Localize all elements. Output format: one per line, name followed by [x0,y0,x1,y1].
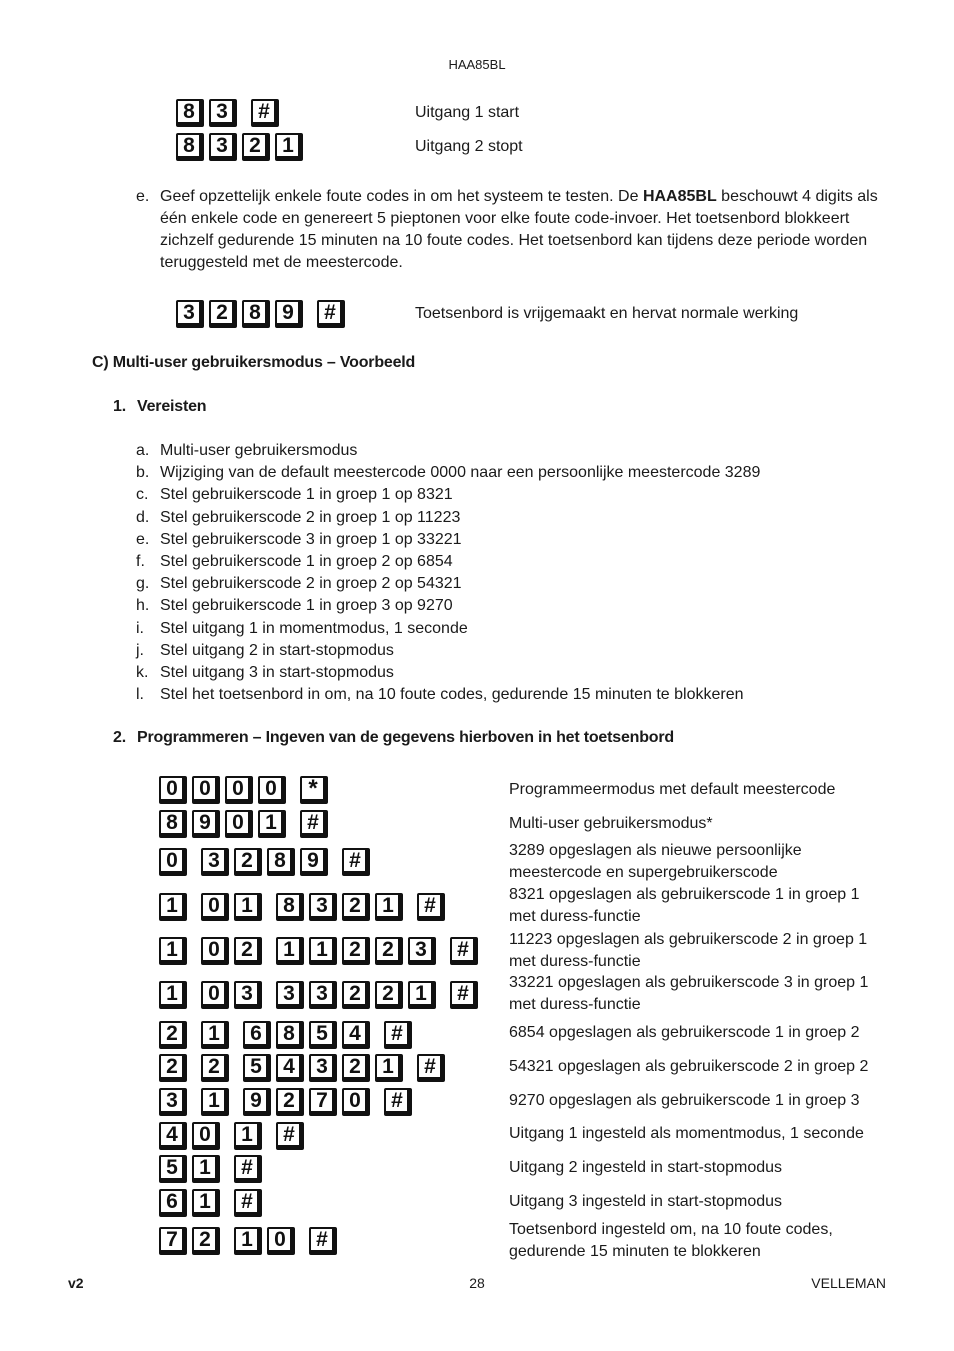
requirement-letter: f. [136,553,145,570]
star-key-icon: * [300,776,328,804]
digit-key-icon: 8 [276,1021,304,1049]
requirement-letter: j. [136,641,144,659]
digit-key-icon: 1 [375,1054,403,1082]
digit-key-icon: 2 [242,133,270,161]
keypad-description: 11223 opgeslagen als gebruikerscode 2 in groep 1 met duress-functie [509,931,868,970]
keypad-description: 6854 opgeslagen als gebruikerscode 1 in groep 2 [509,1024,860,1041]
requirement-item: Wijziging van de default meestercode 0000 naar een persoonlijke meestercode 3289 [160,464,761,482]
keypad-sequence [176,131,308,163]
hash-key-icon: # [317,300,345,328]
digit-key-icon: 3 [209,99,237,127]
keypad-sequence [176,298,350,330]
requirement-letter: e. [136,530,150,548]
requirement-letter: g. [136,575,150,593]
digit-key-icon: 1 [192,1189,220,1217]
requirement-item: Stel gebruikerscode 1 in groep 3 op 9270 [160,597,453,615]
digit-key-icon: 1 [201,1021,229,1049]
requirement-letter: b. [136,464,150,482]
digit-key-icon: 3 [309,1054,337,1082]
digit-key-icon: 4 [159,1122,187,1150]
digit-key-icon: 0 [201,893,229,921]
keypad-description: 54321 opgeslagen als gebruikerscode 2 in groep 2 [509,1058,869,1075]
requirement-letter: l. [136,686,144,704]
digit-key-icon: 7 [159,1227,187,1255]
requirement-item: Stel gebruikerscode 2 in groep 1 op 11223 [160,508,461,526]
digit-key-icon: 3 [276,981,304,1009]
digit-key-icon: 9 [243,1088,271,1116]
hash-key-icon: # [450,981,478,1009]
digit-key-icon: 4 [342,1021,370,1049]
digit-key-icon: 1 [309,937,337,965]
digit-key-icon: 0 [258,776,286,804]
step-e-paragraph [160,186,880,274]
step-e-letter: e. [136,188,150,205]
digit-key-icon: 2 [209,300,237,328]
digit-key-icon: 2 [234,937,262,965]
hash-key-icon: # [384,1021,412,1049]
digit-key-icon: 3 [234,981,262,1009]
digit-key-icon: 9 [275,300,303,328]
hash-key-icon: # [234,1189,262,1217]
section-c-title: C) Multi-user gebruikersmodus – Voorbeeld [92,354,416,371]
requirements-title: Vereisten [137,398,207,415]
keypad-description: Uitgang 2 ingesteld in start-stopmodus [509,1159,783,1176]
digit-key-icon: 3 [209,133,237,161]
digit-key-icon: 2 [192,1227,220,1255]
digit-key-icon: 1 [408,981,436,1009]
requirement-item: Stel gebruikerscode 1 in groep 1 op 8321 [160,486,453,504]
hash-key-icon: # [251,99,279,127]
digit-key-icon: 0 [201,937,229,965]
keypad-description: Uitgang 2 stopt [415,138,523,155]
digit-key-icon: 1 [201,1088,229,1116]
keypad-sequence [176,97,284,129]
digit-key-icon: 5 [159,1155,187,1183]
digit-key-icon: 2 [342,981,370,1009]
digit-key-icon: 2 [276,1088,304,1116]
keypad-sequence [159,1225,342,1257]
digit-key-icon: 3 [309,893,337,921]
keypad-sequence [159,1120,309,1152]
requirement-item: Stel gebruikerscode 1 in groep 2 op 6854 [160,553,453,570]
step-e-product: HAA85BL [642,188,717,205]
digit-key-icon: 1 [192,1155,220,1183]
keypad-sequence [159,935,483,967]
footer-version: v2 [68,1275,84,1291]
digit-key-icon: 8 [176,99,204,127]
keypad-sequence [159,808,333,840]
digit-key-icon: 6 [243,1021,271,1049]
digit-key-icon: 8 [242,300,270,328]
requirements-number: 1. [113,398,126,415]
digit-key-icon: 2 [159,1021,187,1049]
digit-key-icon: 3 [159,1088,187,1116]
keypad-description: Programmeermodus met default meestercode [509,781,836,798]
keypad-description: 33221 opgeslagen als gebruikerscode 3 in groep 1 met duress-functie [509,974,869,1013]
digit-key-icon: 3 [309,981,337,1009]
keypad-description: 8321 opgeslagen als gebruikerscode 1 in groep 1 met duress-functie [509,886,860,925]
digit-key-icon: 8 [176,133,204,161]
digit-key-icon: 5 [309,1021,337,1049]
keypad-description: Uitgang 3 ingesteld in start-stopmodus [509,1193,783,1210]
keypad-description: Uitgang 1 start [415,104,520,121]
keypad-sequence [159,979,483,1011]
hash-key-icon: # [309,1227,337,1255]
step-e-text-1: Geef opzettelijk enkele foute codes in om het systeem te testen. De [160,188,643,205]
digit-key-icon: 2 [342,1054,370,1082]
keypad-description: Toetsenbord is vrijgemaakt en hervat normale werking [415,305,799,322]
digit-key-icon: 1 [159,981,187,1009]
digit-key-icon: 5 [243,1054,271,1082]
digit-key-icon: 9 [192,810,220,838]
requirement-item: Stel uitgang 3 in start-stopmodus [160,664,394,681]
digit-key-icon: 1 [234,1227,262,1255]
requirement-letter: h. [136,597,150,615]
requirement-item: Multi-user gebruikersmodus [160,442,358,459]
programming-number: 2. [113,729,126,746]
digit-key-icon: 0 [201,981,229,1009]
keypad-description: 3289 opgeslagen als nieuwe persoonlijke meestercode en supergebruikerscode [509,842,802,881]
keypad-sequence [159,774,333,806]
keypad-description: 9270 opgeslagen als gebruikerscode 1 in groep 3 [509,1092,860,1109]
digit-key-icon: 8 [267,848,295,876]
digit-key-icon: 6 [159,1189,187,1217]
keypad-sequence [159,1187,267,1219]
footer-page-number: 28 [469,1275,485,1291]
step-e-text-2: beschouwt 4 digits als één enkele code en genereert 5 pieptonen voor elke foute code-invoer. Het toetsenbord blokkeert zichzelf gedurende 15 minuten na 10 foute codes. Het toetsenbord kan tijdens deze periode worden teruggesteld met de meestercode. [160,188,878,271]
digit-key-icon: 3 [201,848,229,876]
digit-key-icon: 7 [309,1088,337,1116]
keypad-description: Toetsenbord ingesteld om, na 10 foute codes, gedurende 15 minuten te blokkeren [509,1221,833,1260]
digit-key-icon: 3 [408,937,436,965]
digit-key-icon: 2 [234,848,262,876]
footer-brand: VELLEMAN [811,1275,886,1291]
digit-key-icon: 1 [276,937,304,965]
digit-key-icon: 8 [159,810,187,838]
digit-key-icon: 1 [159,937,187,965]
requirement-item: Stel uitgang 1 in momentmodus, 1 seconde [160,619,468,637]
digit-key-icon: 0 [159,776,187,804]
requirement-letter: k. [136,664,149,681]
digit-key-icon: 1 [258,810,286,838]
digit-key-icon: 0 [267,1227,295,1255]
hash-key-icon: # [234,1155,262,1183]
digit-key-icon: 1 [234,1122,262,1150]
requirement-item: Stel gebruikerscode 3 in groep 1 op 33221 [160,530,462,548]
digit-key-icon: 2 [375,981,403,1009]
digit-key-icon: 1 [275,133,303,161]
digit-key-icon: 8 [276,893,304,921]
hash-key-icon: # [384,1088,412,1116]
digit-key-icon: 0 [192,776,220,804]
digit-key-icon: 2 [375,937,403,965]
requirement-item: Stel het toetsenbord in om, na 10 foute codes, gedurende 15 minuten te blokkeren [160,686,744,704]
requirement-item: Stel uitgang 2 in start-stopmodus [160,641,394,659]
keypad-description: Multi-user gebruikersmodus* [509,815,713,832]
digit-key-icon: 0 [192,1122,220,1150]
digit-key-icon: 0 [225,776,253,804]
digit-key-icon: 2 [342,937,370,965]
digit-key-icon: 0 [225,810,253,838]
digit-key-icon: 0 [342,1088,370,1116]
keypad-sequence [159,1086,417,1118]
digit-key-icon: 2 [159,1054,187,1082]
hash-key-icon: # [276,1122,304,1150]
hash-key-icon: # [450,937,478,965]
requirement-letter: a. [136,442,150,459]
requirement-letter: c. [136,486,149,504]
digit-key-icon: 2 [342,893,370,921]
requirement-letter: d. [136,508,150,526]
digit-key-icon: 1 [159,893,187,921]
hash-key-icon: # [300,810,328,838]
keypad-sequence [159,1153,267,1185]
keypad-sequence [159,891,450,923]
digit-key-icon: 1 [234,893,262,921]
keypad-sequence [159,846,375,878]
keypad-sequence [159,1052,450,1084]
hash-key-icon: # [417,893,445,921]
document-code: HAA85BL [448,57,506,72]
keypad-sequence [159,1019,417,1051]
digit-key-icon: 2 [201,1054,229,1082]
digit-key-icon: 0 [159,848,187,876]
hash-key-icon: # [342,848,370,876]
digit-key-icon: 9 [300,848,328,876]
requirement-letter: i. [136,619,144,637]
programming-title: Programmeren – Ingeven van de gegevens hierboven in het toetsenbord [137,729,674,746]
digit-key-icon: 3 [176,300,204,328]
digit-key-icon: 1 [375,893,403,921]
digit-key-icon: 4 [276,1054,304,1082]
keypad-description: Uitgang 1 ingesteld als momentmodus, 1 seconde [509,1125,864,1142]
requirement-item: Stel gebruikerscode 2 in groep 2 op 54321 [160,575,462,593]
hash-key-icon: # [417,1054,445,1082]
